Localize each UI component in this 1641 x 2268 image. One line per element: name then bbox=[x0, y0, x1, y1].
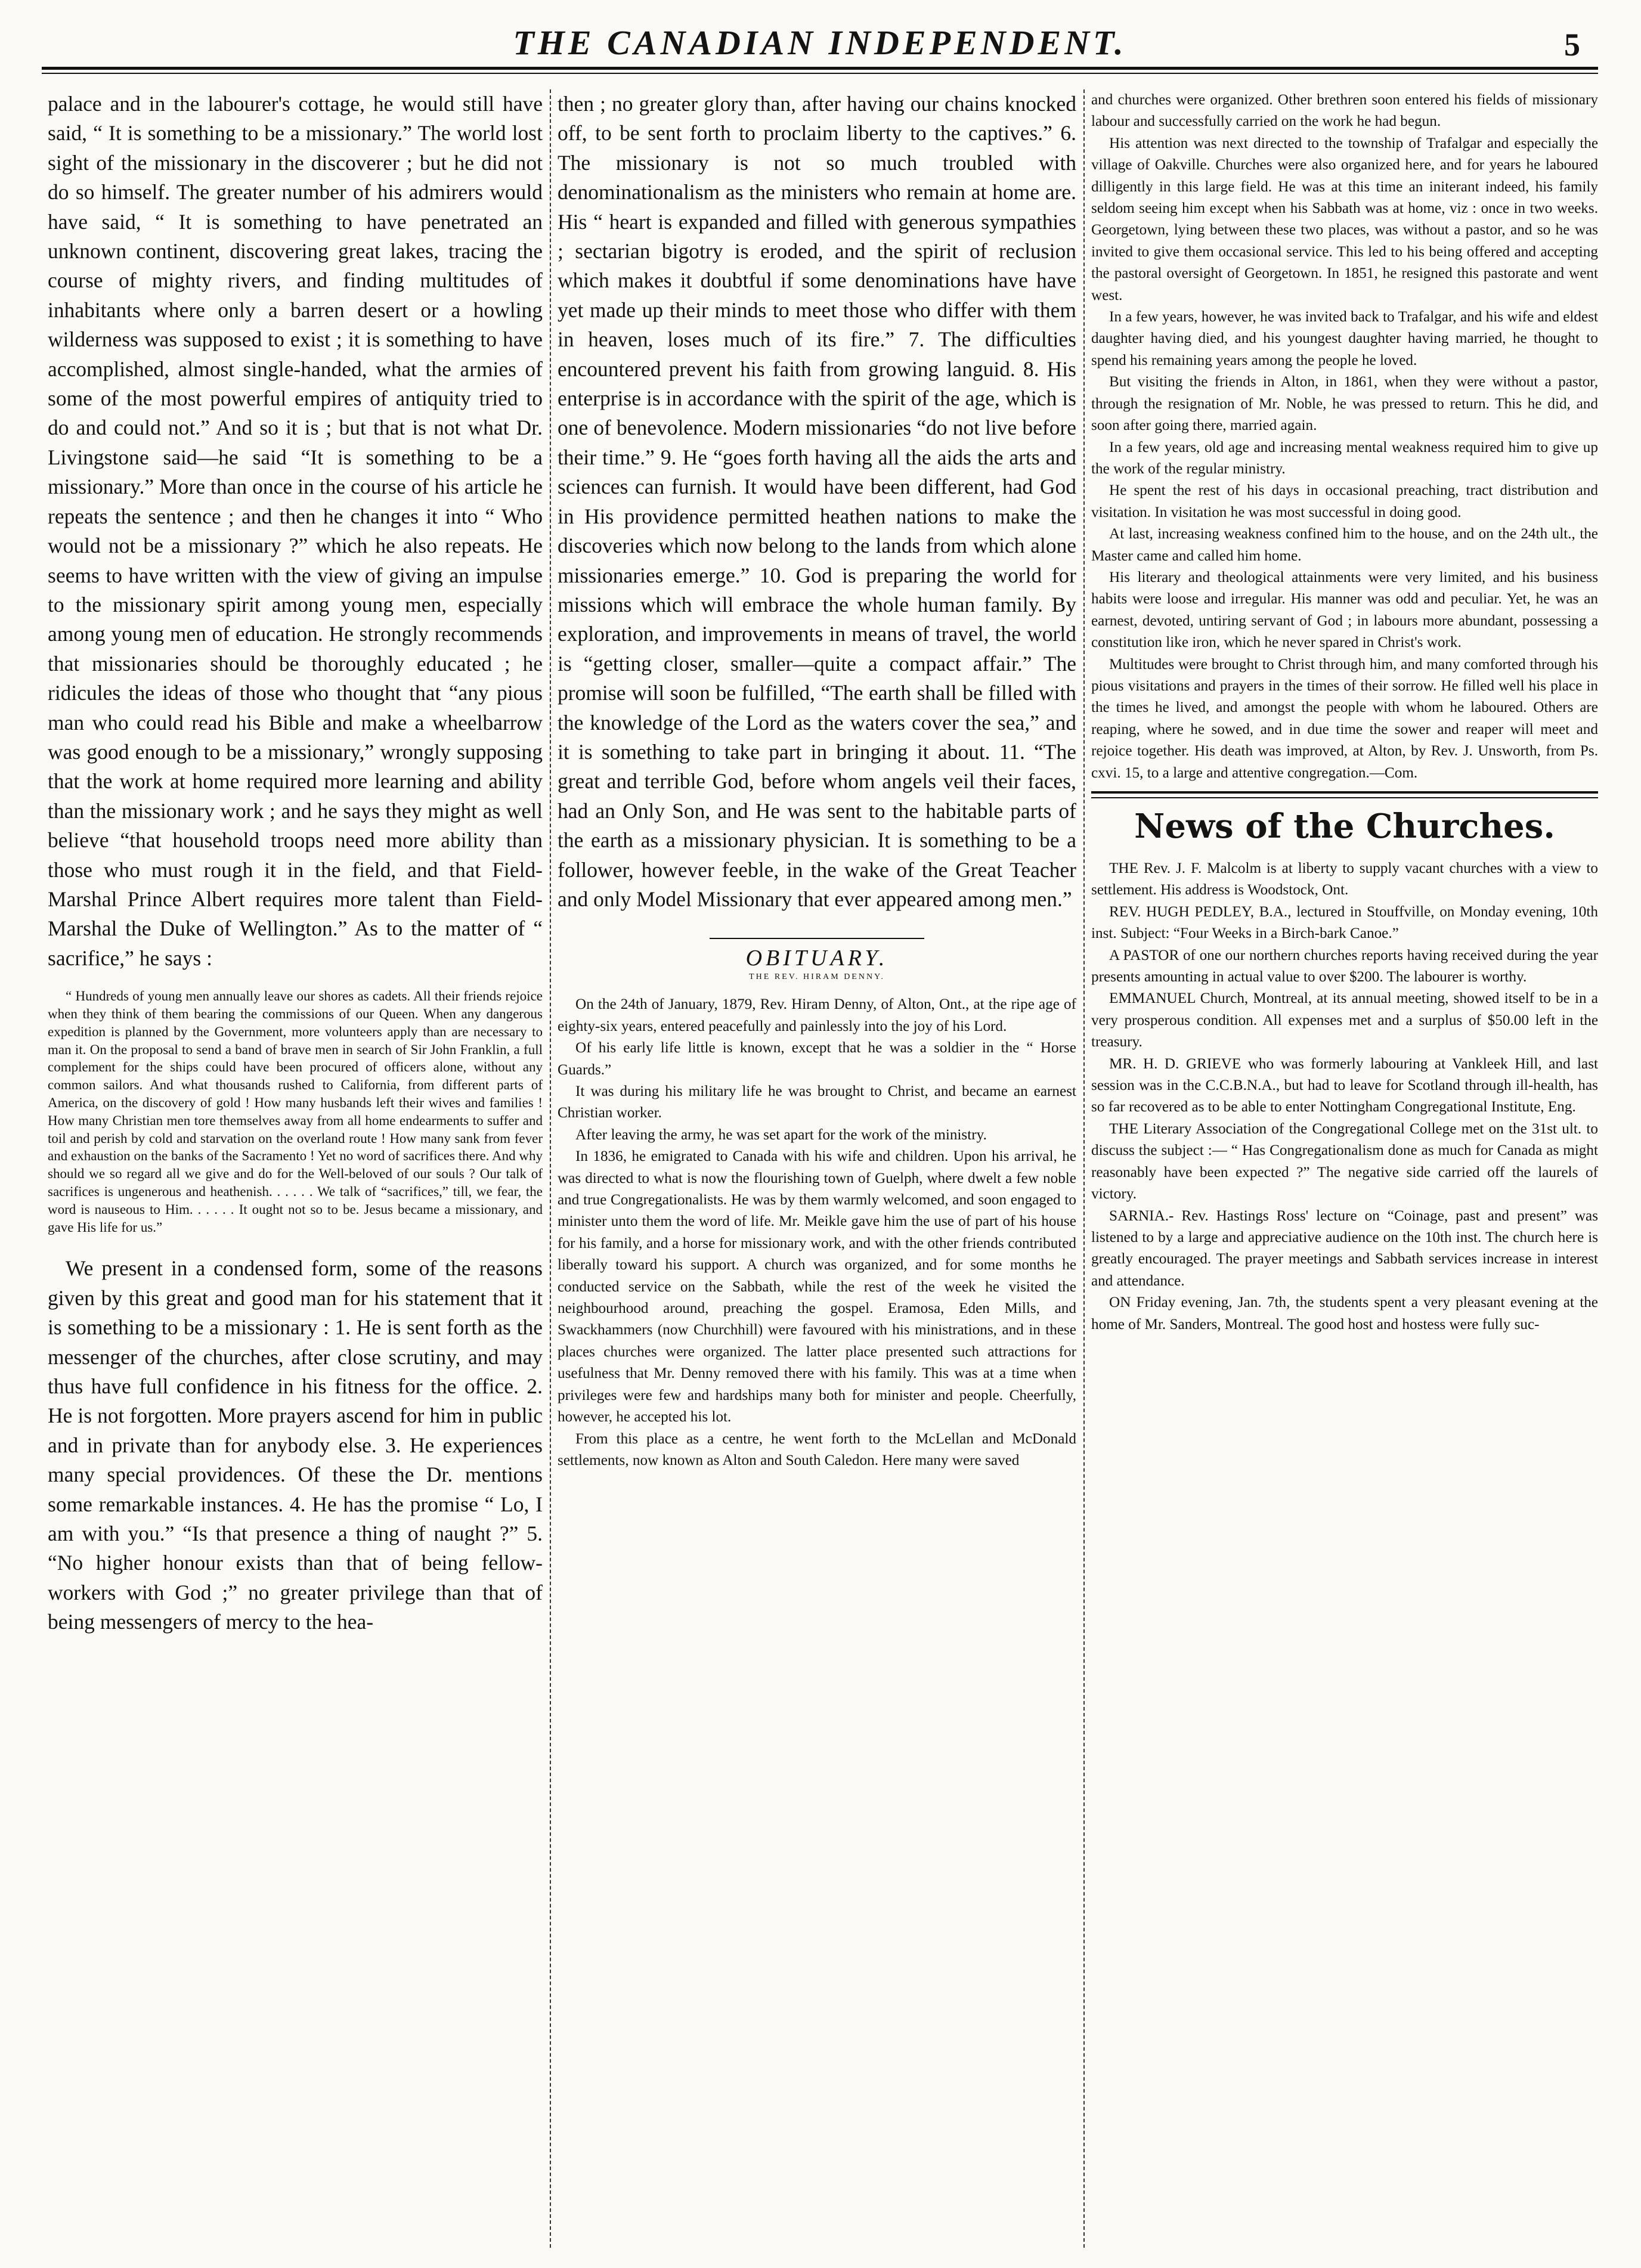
obituary-paragraph: His attention was next directed to the township of Trafalgar and especially the village of Oakville. Churches were also organized here, and for years he laboured dilligently in this large field. He was at this time an initerant indeed, his family seldom seeing him except when his Sabbath was at home, viz : once in two weeks. Georgetown, lying between these two places, was without a pastor, and so he was invited to give them occasional service. This led to his being offered and accepting the pastoral oversight of Georgetown. In 1851, he resigned this pastorate and went west. bbox=[1091, 135, 1598, 303]
newspaper-title: THE CANADIAN INDEPENDENT. bbox=[513, 23, 1127, 62]
obituary-paragraph: At last, increasing weakness confined him to the house, and on the 24th ult., the Master came and called him home. bbox=[1091, 526, 1598, 564]
section-rule-thin bbox=[1091, 797, 1598, 798]
obituary-subtitle: THE REV. HIRAM DENNY. bbox=[749, 972, 885, 982]
obituary-paragraph: After leaving the army, he was set apart for the work of the ministry. bbox=[575, 1126, 987, 1143]
news-heading: News of the Churches. bbox=[1134, 807, 1555, 846]
obituary-paragraph: On the 24th of January, 1879, Rev. Hiram Denny, of Alton, Ont., at the ripe age of eighty-six years, entered peacefully and painlessly into the joy of his Lord. bbox=[558, 996, 1076, 1034]
obituary-paragraph: and churches were organized. Other brethren soon entered his fields of missionary labour and successfully carried on the work he had begun. bbox=[1091, 92, 1598, 130]
news-item: THE Rev. J. F. Malcolm is at liberty to supply vacant churches with a view to settlement. His address is Woodstock, Ont. bbox=[1091, 860, 1598, 898]
obituary-paragraph: In a few years, however, he was invited back to Trafalgar, and his wife and eldest daughter having died, and his youngest daughter having married, he thought to spend his remaining years among the people he loved. bbox=[1091, 309, 1598, 368]
block-quote: “ Hundreds of young men annually leave our shores as cadets. All their friends rejoice when they think of them bearing the commissions of our Queen. When any dangerous expedition is planned by the Government, more volunteers apply than are necessary to man it. On the proposal to send a band of brave men in search of Sir John Franklin, a full complement for the ships could have been procured of officers alone, without any common sailors. And what thousands rushed to California, from different parts of America, on the discovery of gold ! How many husbands left their wives and families ! How many Christian men tore themselves away from all home endearments to suffer and toil and perish by cold and starvation on the overland route ! How many sank from fever and exhaustion on the banks of the Sacramento ! Yet no word of sacrifices there. And why should we so regard all we give and do for the Well-beloved of our souls ? Our talk of sacrifices is ungenerous and heathenish. . . . . . We talk of “sacrifices,” till, we fear, the word is nauseous to Him. . . . . . It ought not so to be. Jesus became a missionary, and gave His life for us.” bbox=[48, 989, 543, 1235]
header-rule bbox=[42, 67, 1598, 70]
obituary-title: OBITUARY. bbox=[745, 946, 888, 971]
column-divider bbox=[550, 89, 551, 2248]
column-2 bbox=[558, 89, 1076, 1471]
page-number: 5 bbox=[1564, 27, 1580, 63]
obituary-paragraph: Multitudes were brought to Christ through him, and many comforted through his pious visitations and prayers in the times of their sorrow. He filled well his place in the times he lived, and amongst the people with whom he laboured. Others are reaping, where he sowed, and in due time the sower and reaper will meet and rejoice together. His death was improved, at Alton, by Rev. J. Unsworth, from Ps. cxvi. 15, to a large and attentive congregation.—Com. bbox=[1091, 656, 1598, 781]
news-item: ON Friday evening, Jan. 7th, the students spent a very pleasant evening at the home of Mr. Sanders, Montreal. The good host and hostess were fully suc- bbox=[1091, 1294, 1598, 1333]
news-item: A PASTOR of one our northern churches reports having received during the year presents amounting in actual value to over $200. The labourer is worthy. bbox=[1091, 947, 1598, 986]
article-paragraph: palace and in the labourer's cottage, he would still have said, “ It is something to be a missionary.” The world lost sight of the missionary in the discoverer ; but he did not do so himself. The greater number of his admirers would have said, “ It is something to have penetrated an unknown continent, discovering great lakes, tracing the course of mighty rivers, and finding multitudes of inhabitants where only a barren desert or a howling wilderness was supposed to exist ; it is something to have accomplished, almost single-handed, what the armies of some of the most powerful empires of antiquity tried to do and could not.” And so it is ; but that is not what Dr. Livingstone said—he said “It is something to be a missionary.” More than once in the course of his article he repeats the sentence ; and then he changes it into “ Who would not be a missionary ?” which he also repeats. He seems to have written with the view of giving an impulse to the missionary spirit among young men, especially among young men of education. He strongly recommends that missionaries should be thoroughly educated ; he ridicules the ideas of those who thought that “any pious man who could read his Bible and make a wheelbarrow was good enough to be a missionary,” wrongly supposing that the work at home required more learning and ability than the missionary work ; and he says they might as well believe “that household troops need more ability than those who must rough it in the field, and that Field-Marshal Prince Albert requires more talent than Field-Marshal the Duke of Wellington.” As to the matter of “ sacrifice,” he says : bbox=[48, 92, 543, 970]
news-item: MR. H. D. GRIEVE who was formerly labouring at Vankleek Hill, and last session was in the C.C.B.N.A., but had to leave for Scotland through ill-health, has so far recovered as to be able to enter Nottingham Congregational Institute, Eng. bbox=[1091, 1055, 1598, 1116]
obituary-paragraph: From this place as a centre, he went forth to the McLellan and McDonald settlements, now known as Alton and South Caledon. Here many were saved bbox=[558, 1430, 1076, 1468]
masthead bbox=[48, 18, 1592, 66]
obituary-paragraph: But visiting the friends in Alton, in 1861, when they were without a pastor, through the resignation of Mr. Noble, he was pressed to return. This he did, and soon after going there, married again. bbox=[1091, 374, 1598, 434]
obituary-paragraph: It was during his military life he was brought to Christ, and became an earnest Christian worker. bbox=[558, 1083, 1076, 1121]
obituary-paragraph: He spent the rest of his days in occasional preaching, tract distribution and visitation. In visitation he was most successful in doing good. bbox=[1091, 482, 1598, 520]
article-paragraph: We present in a condensed form, some of the reasons given by this great and good man for his statement that it is something to be a missionary : 1. He is sent forth as the messenger of the churches, after close scrutiny, and may thus have full confidence in his fitness for the office. 2. He is not forgotten. More prayers ascend for him in public and in private than for anybody else. 3. He experiences many special providences. Of these the Dr. mentions some remarkable instances. 4. He has the promise “ Lo, I am with you.” “Is that presence a thing of naught ?” 5. “No higher honour exists than that of being fellow-workers with God ;” no greater privilege than that of being messengers of mercy to the hea- bbox=[48, 1256, 543, 1634]
obituary-paragraph: In 1836, he emigrated to Canada with his wife and children. Upon his arrival, he was directed to what is now the flourishing town of Guelph, where dwelt a few noble and true Congregationalists. He was by them warmly welcomed, and soon engaged to minister unto them the word of life. Mr. Meikle gave him the use of part of his house for his family, and a horse for missionary work, and with the other friends contributed liberally toward his support. A church was organized, and for some months he conducted service on the Sabbath, while the rest of the week he visited the neighbourhood around, preaching the gospel. Eramosa, Eden Mills, and Swackhammers (now Churchhill) were favoured with his ministrations, and in these places churches were organized. The latter place presented such attractions for usefulness that Mr. Denny removed there with his family. This was at a time when privileges were few and hardships many both for minister and people. Cheerfully, however, he accepted his lot. bbox=[558, 1148, 1076, 1426]
column-1 bbox=[48, 89, 543, 1637]
column-divider bbox=[1083, 89, 1085, 2248]
news-item: REV. HUGH PEDLEY, B.A., lectured in Stouffville, on Monday evening, 10th inst. Subject: “Four Weeks in a Birch-bark Canoe.” bbox=[1091, 903, 1598, 942]
obituary-paragraph: In a few years, old age and increasing mental weakness required him to give up the work of the regular ministry. bbox=[1091, 439, 1598, 477]
news-item: EMMANUEL Church, Montreal, at its annual meeting, showed itself to be in a very prosperous condition. All expenses met and a surplus of $50.00 left in the treasury. bbox=[1091, 990, 1598, 1051]
news-item: THE Literary Association of the Congregational College met on the 31st ult. to discuss the subject :— “ Has Congregationalism done as much for Canada as might reasonably have been expected ?” The negative side carried off the laurels of victory. bbox=[1091, 1120, 1598, 1203]
article-paragraph: then ; no greater glory than, after having our chains knocked off, to be sent forth to proclaim liberty to the captives.” 6. The missionary is not so much troubled with denominationalism as the ministers who remain at home are. His “ heart is expanded and filled with generous sympathies ; sectarian bigotry is eroded, and the spirit of reclusion which makes it doubtful if some denominations have have yet made up their minds to meet those who differ with them in heaven, loses much of its fire.” 7. The difficulties encountered prevent his faith from growing languid. 8. His enterprise is in accordance with the spirit of the age, which is one of benevolence. Modern missionaries “do not live before their time.” 9. He “goes forth having all the aids the arts and sciences can furnish. It would have been different, had God in His providence permitted heathen nations to make the discoveries which now belong to the lands from which alone missionaries emerge.” 10. God is preparing the world for missions which will embrace the whole human family. By exploration, and improvements in means of travel, the world is “getting closer, smaller—quite a compact affair.” The promise will soon be fulfilled, “The earth shall be filled with the knowledge of the Lord as the waters cover the sea,” and it is something to take part in bringing it about. 11. “The great and terrible God, before whom angels veil their faces, had an Only Son, and He was sent to the habitable parts of the earth as a missionary physician. It is something to be a follower, however feeble, in the wake of the Great Teacher and only Model Missionary that ever appeared among men.” bbox=[558, 92, 1076, 911]
obituary-heading bbox=[558, 938, 1076, 982]
obituary-paragraph: Of his early life little is known, except that he was a soldier in the “ Horse Guards.” bbox=[558, 1040, 1076, 1078]
news-item: SARNIA.- Rev. Hastings Ross' lecture on “Coinage, past and present” was listened to by a large and appreciative audience on the 10th inst. The church here is greatly encouraged. The prayer meetings and Sabbath services increase in interest and attendance. bbox=[1091, 1207, 1598, 1289]
header-rule-thin bbox=[42, 73, 1598, 74]
obituary-paragraph: His literary and theological attainments were very limited, and his business habits were loose and irregular. His manner was odd and peculiar. Yet, he was an earnest, devoted, untiring servant of God ; in labours more abundant, possessing a constitution like iron, which he never spared in Christ's work. bbox=[1091, 569, 1598, 651]
section-rule bbox=[1091, 791, 1598, 794]
column-3 bbox=[1091, 89, 1598, 1336]
obituary-rule bbox=[710, 938, 924, 939]
